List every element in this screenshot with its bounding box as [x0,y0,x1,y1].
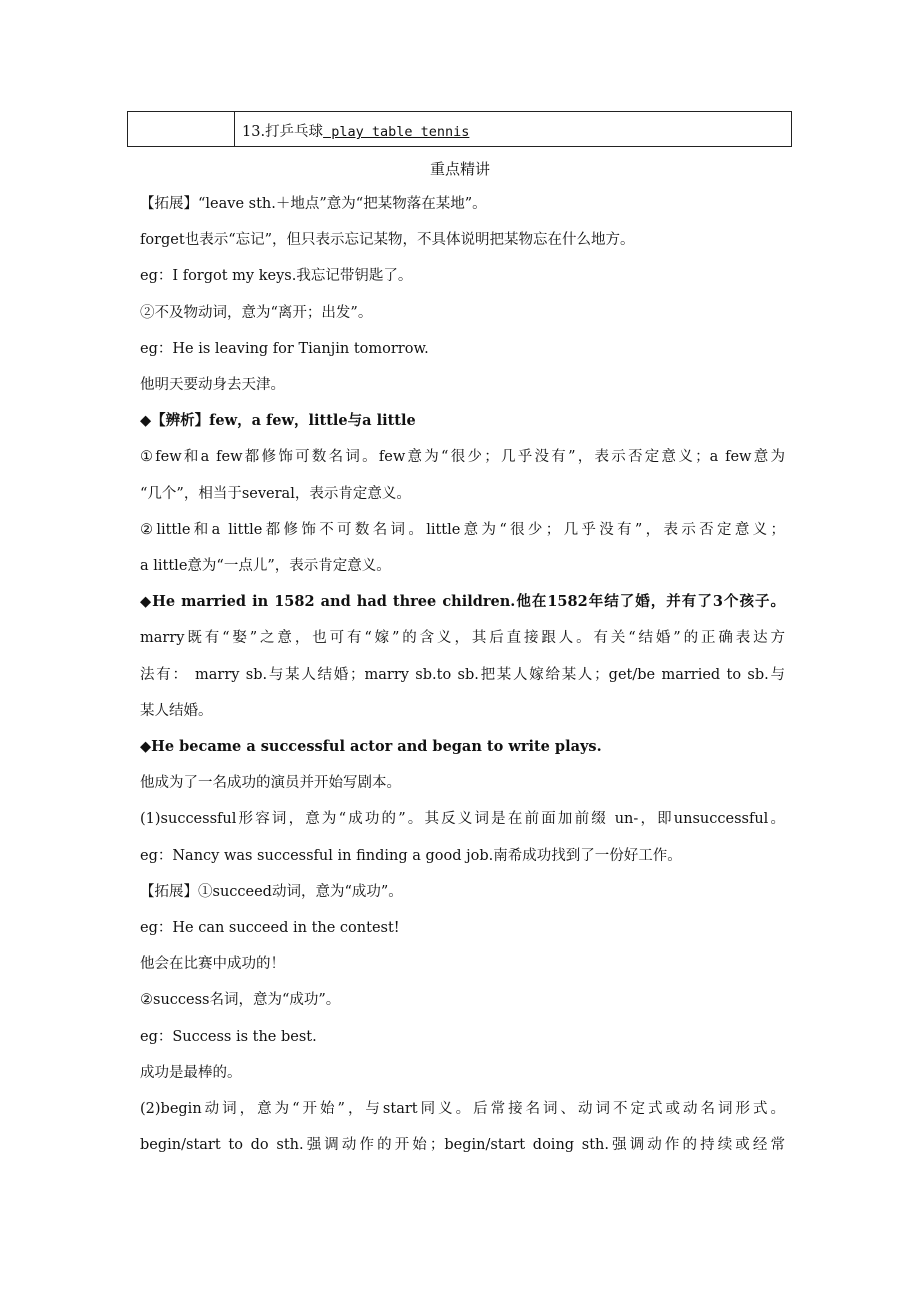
text-line: ◆He married in 1582 and had three children.他在1582年结了婚，并有了3个孩子。 [140,593,785,611]
text-line: begin/start to do sth.强调动作的开始；begin/start doing sth.强调动作的持续或经常 [140,1137,785,1154]
text-line: ①few和a few都修饰可数名词。few意为“很少；几乎没有”，表示否定意义；a few意为 [140,449,785,466]
text-line: 【拓展】①succeed动词，意为“成功”。 [140,883,403,900]
text-line: ②little和a little都修饰不可数名词。little意为“很少；几乎没有”，表示否定意义； [140,521,785,538]
text-line: 法有： marry sb.与某人结婚；marry sb.to sb.把某人嫁给某人；get/be married to sb.与 [140,666,785,683]
text-line: 他成为了一名成功的演员并开始写剧本。 [140,775,401,792]
section-title: 重点精讲 [429,160,490,178]
text-line: 他会在比赛中成功的！ [140,956,285,973]
text-line: ②success名词，意为“成功”。 [140,992,341,1009]
text-line: eg：Nancy was successful in finding a good job.南希成功找到了一份好工作。 [140,847,682,864]
text-line: ◆【辨析】few，a few，little与a little [140,412,416,430]
text-line: forget也表示“忘记”，但只表示忘记某物，不具体说明把某物忘在什么地方。 [140,232,635,249]
text-line: (2)begin动词，意为“开始”，与start同义。后常接名词、动词不定式或动名词形式。 [140,1101,785,1117]
text-line: “几个”，相当于several，表示肯定意义。 [140,485,411,502]
text-line: marry既有“娶”之意，也可有“嫁”的含义，其后直接跟人。有关“结婚”的正确表达方 [140,630,785,647]
text-line: eg：He is leaving for Tianjin tomorrow. [140,340,429,357]
text-line: ◆He became a successful actor and began to write plays. [140,738,602,755]
table-cell-item [242,120,469,141]
text-line: eg：I forgot my keys.我忘记带钥匙了。 [140,268,413,285]
text-line: 某人结婚。 [140,702,213,719]
text-line: ②不及物动词，意为“离开；出发”。 [140,304,373,321]
text-line: eg：He can succeed in the contest! [140,920,400,936]
text-line: 【拓展】“leave sth.＋地点”意为“把某物落在某地”。 [140,196,487,212]
item-chinese: 打乒乓球 [265,124,324,140]
text-line: eg：Success is the best. [140,1028,317,1045]
vocab-table-row [127,111,792,147]
text-line: 他明天要动身去天津。 [140,377,285,393]
item-answer: play table tennis [323,124,470,140]
text-line: (1)successful形容词，意为“成功的”。其反义词是在前面加前缀 un-，即unsuccessful。 [140,811,785,828]
text-line: 成功是最棒的。 [140,1064,242,1081]
item-number: 13. [242,124,266,140]
text-line: a little意为“一点儿”，表示肯定意义。 [140,558,391,574]
table-cell-empty [128,112,235,146]
